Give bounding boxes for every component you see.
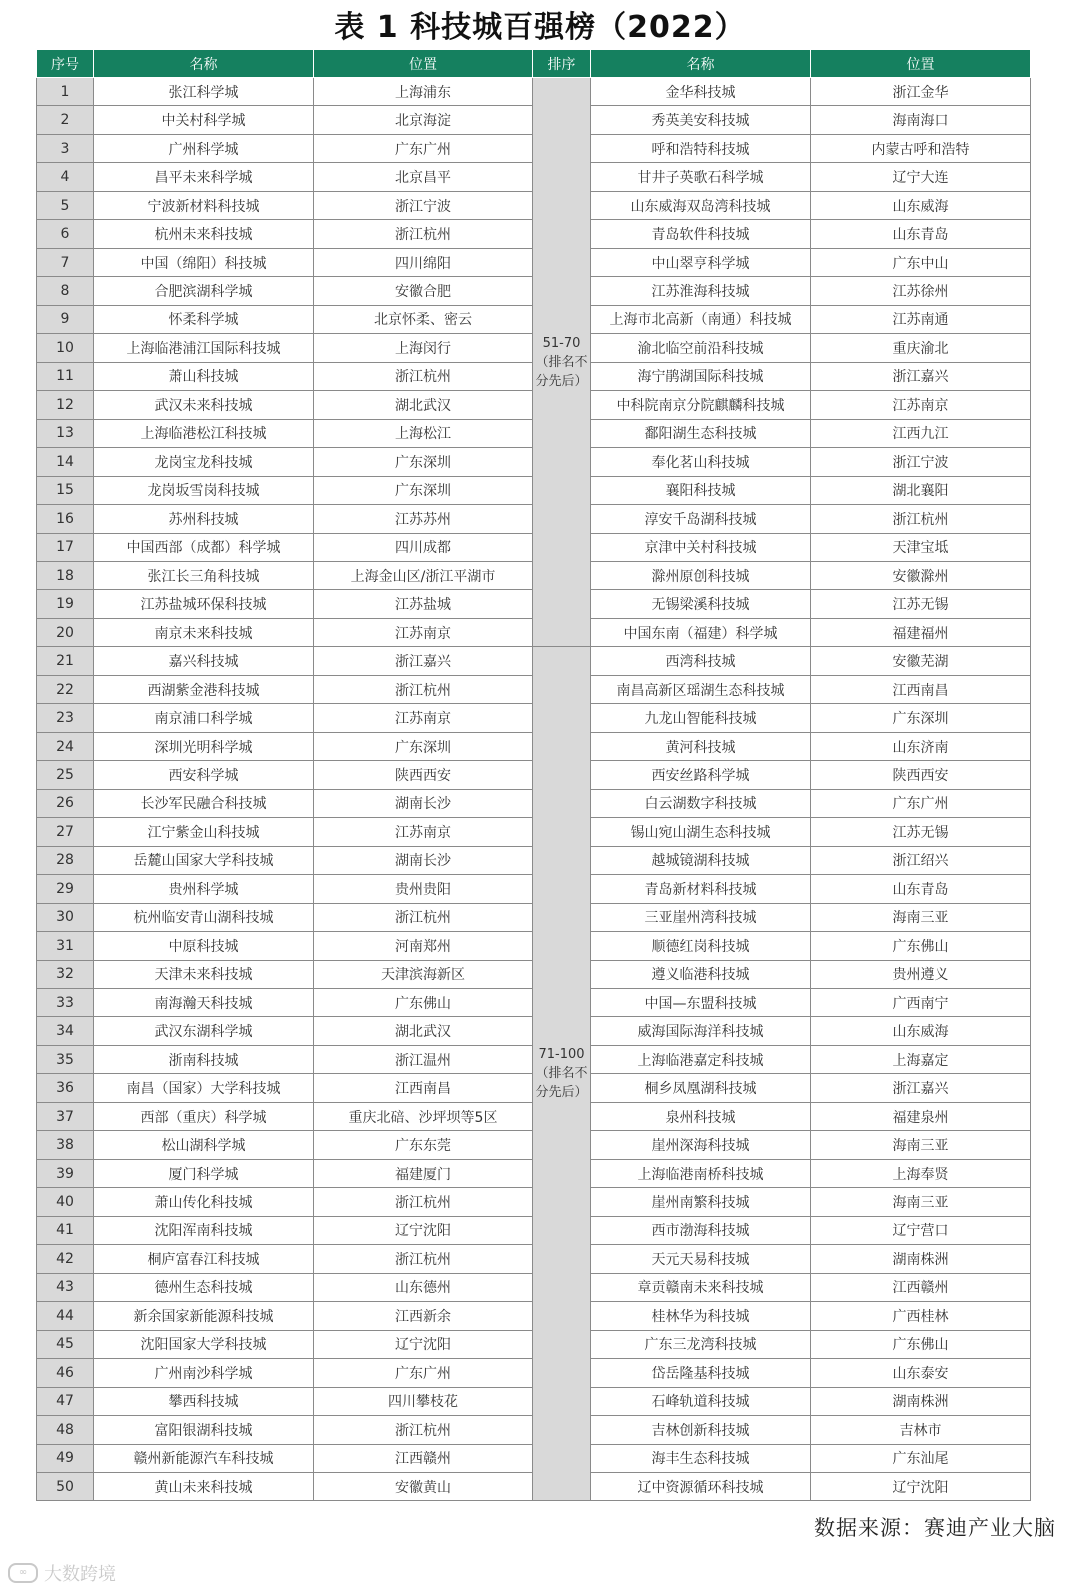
row-number: 24 bbox=[37, 732, 94, 760]
rank-table bbox=[36, 49, 1031, 1501]
row-location-right: 海南三亚 bbox=[811, 903, 1031, 931]
row-name-right: 上海临港南桥科技城 bbox=[591, 1159, 811, 1187]
row-location-right: 山东济南 bbox=[811, 732, 1031, 760]
row-location-left: 四川绵阳 bbox=[314, 248, 533, 276]
row-name-right: 桂林华为科技城 bbox=[591, 1302, 811, 1330]
row-number: 3 bbox=[37, 134, 94, 162]
row-location-right: 重庆渝北 bbox=[811, 334, 1031, 362]
row-name-left: 张江长三角科技城 bbox=[94, 561, 314, 589]
row-name-left: 中国（绵阳）科技城 bbox=[94, 248, 314, 276]
row-location-left: 辽宁沈阳 bbox=[314, 1330, 533, 1358]
row-name-left: 江宁紫金山科技城 bbox=[94, 818, 314, 846]
row-number: 4 bbox=[37, 163, 94, 191]
row-number: 15 bbox=[37, 476, 94, 504]
row-name-left: 苏州科技城 bbox=[94, 505, 314, 533]
rank-group-label: 71-100（排名不分先后） bbox=[533, 647, 591, 1501]
row-name-right: 奉化茗山科技城 bbox=[591, 448, 811, 476]
row-name-left: 德州生态科技城 bbox=[94, 1273, 314, 1301]
row-name-right: 无锡梁溪科技城 bbox=[591, 590, 811, 618]
row-location-right: 江苏南京 bbox=[811, 391, 1031, 419]
row-name-left: 贵州科学城 bbox=[94, 875, 314, 903]
row-location-right: 海南海口 bbox=[811, 106, 1031, 134]
row-number: 11 bbox=[37, 362, 94, 390]
row-number: 43 bbox=[37, 1273, 94, 1301]
row-location-right: 天津宝坻 bbox=[811, 533, 1031, 561]
row-location-left: 北京怀柔、密云 bbox=[314, 305, 533, 333]
row-name-left: 黄山未来科技城 bbox=[94, 1472, 314, 1500]
row-name-right: 西安丝路科学城 bbox=[591, 761, 811, 789]
row-location-right: 广西桂林 bbox=[811, 1302, 1031, 1330]
header-name-right: 名称 bbox=[591, 50, 811, 78]
row-name-right: 广东三龙湾科技城 bbox=[591, 1330, 811, 1358]
row-name-left: 桐庐富春江科技城 bbox=[94, 1245, 314, 1273]
row-location-left: 浙江杭州 bbox=[314, 1188, 533, 1216]
row-location-right: 浙江嘉兴 bbox=[811, 1074, 1031, 1102]
row-location-left: 江西南昌 bbox=[314, 1074, 533, 1102]
row-location-left: 浙江温州 bbox=[314, 1045, 533, 1073]
row-number: 8 bbox=[37, 277, 94, 305]
row-location-right: 辽宁营口 bbox=[811, 1216, 1031, 1244]
row-number: 13 bbox=[37, 419, 94, 447]
row-location-right: 广西南宁 bbox=[811, 989, 1031, 1017]
row-location-left: 浙江杭州 bbox=[314, 1245, 533, 1273]
header-seq: 序号 bbox=[37, 50, 94, 78]
row-location-right: 海南三亚 bbox=[811, 1188, 1031, 1216]
row-name-left: 长沙军民融合科技城 bbox=[94, 789, 314, 817]
row-location-right: 吉林市 bbox=[811, 1416, 1031, 1444]
row-location-left: 贵州贵阳 bbox=[314, 875, 533, 903]
row-number: 31 bbox=[37, 932, 94, 960]
row-location-right: 广东深圳 bbox=[811, 704, 1031, 732]
row-name-right: 泉州科技城 bbox=[591, 1102, 811, 1130]
row-location-left: 北京海淀 bbox=[314, 106, 533, 134]
row-location-left: 安徽合肥 bbox=[314, 277, 533, 305]
row-number: 26 bbox=[37, 789, 94, 817]
row-location-right: 广东中山 bbox=[811, 248, 1031, 276]
row-location-left: 湖南长沙 bbox=[314, 846, 533, 874]
row-name-right: 天元天易科技城 bbox=[591, 1245, 811, 1273]
row-name-right: 南昌高新区瑶湖生态科技城 bbox=[591, 675, 811, 703]
row-name-right: 白云湖数字科技城 bbox=[591, 789, 811, 817]
row-location-left: 天津滨海新区 bbox=[314, 960, 533, 988]
row-name-right: 西湾科技城 bbox=[591, 647, 811, 675]
row-number: 19 bbox=[37, 590, 94, 618]
row-name-right: 上海临港嘉定科技城 bbox=[591, 1045, 811, 1073]
row-location-left: 浙江杭州 bbox=[314, 675, 533, 703]
row-number: 20 bbox=[37, 618, 94, 646]
row-number: 5 bbox=[37, 191, 94, 219]
table-row bbox=[37, 78, 1031, 106]
data-source-note: 数据来源：赛迪产业大脑 bbox=[814, 1516, 1056, 1540]
row-name-right: 中山翠亨科学城 bbox=[591, 248, 811, 276]
row-name-left: 西部（重庆）科学城 bbox=[94, 1102, 314, 1130]
row-location-right: 安徽滁州 bbox=[811, 561, 1031, 589]
row-name-right: 青岛新材料科技城 bbox=[591, 875, 811, 903]
row-location-right: 上海奉贤 bbox=[811, 1159, 1031, 1187]
table-header-row bbox=[37, 50, 1031, 78]
row-name-left: 龙岗宝龙科技城 bbox=[94, 448, 314, 476]
row-location-left: 江苏南京 bbox=[314, 818, 533, 846]
row-name-left: 上海临港松江科技城 bbox=[94, 419, 314, 447]
row-name-left: 昌平未来科学城 bbox=[94, 163, 314, 191]
page-title: 表 1 科技城百强榜（2022） bbox=[334, 10, 746, 45]
row-location-left: 四川成都 bbox=[314, 533, 533, 561]
row-name-left: 西湖紫金港科技城 bbox=[94, 675, 314, 703]
row-location-right: 安徽芜湖 bbox=[811, 647, 1031, 675]
row-number: 47 bbox=[37, 1387, 94, 1415]
row-location-left: 江西新余 bbox=[314, 1302, 533, 1330]
header-location-right: 位置 bbox=[811, 50, 1031, 78]
row-location-left: 山东德州 bbox=[314, 1273, 533, 1301]
row-name-left: 南京浦口科学城 bbox=[94, 704, 314, 732]
row-number: 23 bbox=[37, 704, 94, 732]
row-name-left: 天津未来科技城 bbox=[94, 960, 314, 988]
row-name-right: 淳安千岛湖科技城 bbox=[591, 505, 811, 533]
row-number: 44 bbox=[37, 1302, 94, 1330]
row-name-right: 崖州深海科技城 bbox=[591, 1131, 811, 1159]
row-location-left: 浙江宁波 bbox=[314, 191, 533, 219]
row-location-right: 湖北襄阳 bbox=[811, 476, 1031, 504]
row-location-left: 广东佛山 bbox=[314, 989, 533, 1017]
row-name-right: 山东威海双岛湾科技城 bbox=[591, 191, 811, 219]
row-name-left: 浙南科技城 bbox=[94, 1045, 314, 1073]
row-location-right: 上海嘉定 bbox=[811, 1045, 1031, 1073]
row-number: 45 bbox=[37, 1330, 94, 1358]
row-name-right: 中国—东盟科技城 bbox=[591, 989, 811, 1017]
row-number: 16 bbox=[37, 505, 94, 533]
row-name-left: 萧山科技城 bbox=[94, 362, 314, 390]
table-body bbox=[37, 78, 1031, 1501]
row-name-right: 越城镜湖科技城 bbox=[591, 846, 811, 874]
row-name-right: 中国东南（福建）科学城 bbox=[591, 618, 811, 646]
rank-group-label: 51-70（排名不分先后） bbox=[533, 78, 591, 647]
row-number: 21 bbox=[37, 647, 94, 675]
row-name-right: 鄱阳湖生态科技城 bbox=[591, 419, 811, 447]
row-location-right: 江西九江 bbox=[811, 419, 1031, 447]
row-location-right: 山东威海 bbox=[811, 191, 1031, 219]
row-location-right: 江苏徐州 bbox=[811, 277, 1031, 305]
row-location-right: 广东佛山 bbox=[811, 932, 1031, 960]
header-name-left: 名称 bbox=[94, 50, 314, 78]
row-name-left: 赣州新能源汽车科技城 bbox=[94, 1444, 314, 1472]
row-name-right: 呼和浩特科技城 bbox=[591, 134, 811, 162]
row-number: 48 bbox=[37, 1416, 94, 1444]
header-rank: 排序 bbox=[533, 50, 591, 78]
header-location-left: 位置 bbox=[314, 50, 533, 78]
row-number: 39 bbox=[37, 1159, 94, 1187]
row-name-left: 南京未来科技城 bbox=[94, 618, 314, 646]
row-number: 36 bbox=[37, 1074, 94, 1102]
row-location-left: 上海闵行 bbox=[314, 334, 533, 362]
row-number: 1 bbox=[37, 78, 94, 106]
row-location-right: 湖南株洲 bbox=[811, 1387, 1031, 1415]
row-name-right: 吉林创新科技城 bbox=[591, 1416, 811, 1444]
row-location-left: 上海金山区/浙江平湖市 bbox=[314, 561, 533, 589]
row-name-right: 海丰生态科技城 bbox=[591, 1444, 811, 1472]
row-name-left: 松山湖科学城 bbox=[94, 1131, 314, 1159]
row-location-right: 江西南昌 bbox=[811, 675, 1031, 703]
row-name-left: 广州南沙科学城 bbox=[94, 1359, 314, 1387]
row-location-right: 广东广州 bbox=[811, 789, 1031, 817]
row-location-right: 江苏无锡 bbox=[811, 818, 1031, 846]
row-name-right: 上海市北高新（南通）科技城 bbox=[591, 305, 811, 333]
row-name-left: 富阳银湖科技城 bbox=[94, 1416, 314, 1444]
row-number: 42 bbox=[37, 1245, 94, 1273]
row-name-right: 江苏淮海科技城 bbox=[591, 277, 811, 305]
row-location-right: 内蒙古呼和浩特 bbox=[811, 134, 1031, 162]
row-name-right: 秀英美安科技城 bbox=[591, 106, 811, 134]
row-name-left: 宁波新材料科技城 bbox=[94, 191, 314, 219]
row-number: 22 bbox=[37, 675, 94, 703]
row-name-right: 青岛软件科技城 bbox=[591, 220, 811, 248]
row-number: 33 bbox=[37, 989, 94, 1017]
row-name-left: 岳麓山国家大学科技城 bbox=[94, 846, 314, 874]
row-name-right: 遵义临港科技城 bbox=[591, 960, 811, 988]
row-name-left: 中关村科学城 bbox=[94, 106, 314, 134]
row-name-right: 九龙山智能科技城 bbox=[591, 704, 811, 732]
row-location-left: 江苏盐城 bbox=[314, 590, 533, 618]
row-location-left: 江苏南京 bbox=[314, 704, 533, 732]
row-location-right: 浙江杭州 bbox=[811, 505, 1031, 533]
row-name-left: 厦门科学城 bbox=[94, 1159, 314, 1187]
row-name-left: 南昌（国家）大学科技城 bbox=[94, 1074, 314, 1102]
row-name-left: 西安科学城 bbox=[94, 761, 314, 789]
row-number: 12 bbox=[37, 391, 94, 419]
row-number: 9 bbox=[37, 305, 94, 333]
row-location-left: 广东广州 bbox=[314, 1359, 533, 1387]
row-location-right: 陕西西安 bbox=[811, 761, 1031, 789]
row-location-left: 四川攀枝花 bbox=[314, 1387, 533, 1415]
row-name-right: 黄河科技城 bbox=[591, 732, 811, 760]
row-number: 10 bbox=[37, 334, 94, 362]
row-location-right: 山东青岛 bbox=[811, 220, 1031, 248]
row-location-right: 山东泰安 bbox=[811, 1359, 1031, 1387]
row-name-right: 辽中资源循环科技城 bbox=[591, 1472, 811, 1500]
row-name-left: 合肥滨湖科学城 bbox=[94, 277, 314, 305]
row-number: 7 bbox=[37, 248, 94, 276]
row-name-left: 怀柔科学城 bbox=[94, 305, 314, 333]
row-name-left: 嘉兴科技城 bbox=[94, 647, 314, 675]
row-number: 50 bbox=[37, 1472, 94, 1500]
row-location-right: 辽宁沈阳 bbox=[811, 1472, 1031, 1500]
watermark-logo-icon: ∞ bbox=[8, 1563, 38, 1583]
row-location-left: 陕西西安 bbox=[314, 761, 533, 789]
row-name-left: 杭州临安青山湖科技城 bbox=[94, 903, 314, 931]
row-location-left: 广东深圳 bbox=[314, 732, 533, 760]
row-number: 32 bbox=[37, 960, 94, 988]
row-number: 27 bbox=[37, 818, 94, 846]
row-location-left: 安徽黄山 bbox=[314, 1472, 533, 1500]
row-location-right: 浙江嘉兴 bbox=[811, 362, 1031, 390]
row-name-right: 顺德红岗科技城 bbox=[591, 932, 811, 960]
row-number: 46 bbox=[37, 1359, 94, 1387]
row-location-left: 浙江杭州 bbox=[314, 220, 533, 248]
row-location-right: 江西赣州 bbox=[811, 1273, 1031, 1301]
row-name-right: 三亚崖州湾科技城 bbox=[591, 903, 811, 931]
row-location-right: 山东青岛 bbox=[811, 875, 1031, 903]
row-name-left: 龙岗坂雪岗科技城 bbox=[94, 476, 314, 504]
row-number: 28 bbox=[37, 846, 94, 874]
row-location-right: 江苏南通 bbox=[811, 305, 1031, 333]
row-location-left: 浙江杭州 bbox=[314, 1416, 533, 1444]
row-name-right: 甘井子英歌石科学城 bbox=[591, 163, 811, 191]
row-name-right: 滁州原创科技城 bbox=[591, 561, 811, 589]
row-location-left: 江苏南京 bbox=[314, 618, 533, 646]
row-location-right: 海南三亚 bbox=[811, 1131, 1031, 1159]
row-name-left: 张江科学城 bbox=[94, 78, 314, 106]
row-name-left: 中原科技城 bbox=[94, 932, 314, 960]
row-location-left: 湖北武汉 bbox=[314, 391, 533, 419]
table-row bbox=[37, 647, 1031, 675]
row-name-left: 南海瀚天科技城 bbox=[94, 989, 314, 1017]
row-location-left: 上海松江 bbox=[314, 419, 533, 447]
row-location-right: 浙江金华 bbox=[811, 78, 1031, 106]
row-location-left: 北京昌平 bbox=[314, 163, 533, 191]
row-location-right: 辽宁大连 bbox=[811, 163, 1031, 191]
row-location-right: 浙江宁波 bbox=[811, 448, 1031, 476]
row-name-right: 渝北临空前沿科技城 bbox=[591, 334, 811, 362]
row-name-left: 萧山传化科技城 bbox=[94, 1188, 314, 1216]
row-name-left: 武汉东湖科学城 bbox=[94, 1017, 314, 1045]
watermark-text: 大数跨境 bbox=[44, 1564, 116, 1585]
row-location-left: 广东广州 bbox=[314, 134, 533, 162]
row-location-left: 广东深圳 bbox=[314, 448, 533, 476]
row-number: 38 bbox=[37, 1131, 94, 1159]
row-name-left: 杭州未来科技城 bbox=[94, 220, 314, 248]
row-number: 49 bbox=[37, 1444, 94, 1472]
row-name-right: 金华科技城 bbox=[591, 78, 811, 106]
row-number: 40 bbox=[37, 1188, 94, 1216]
row-name-left: 广州科学城 bbox=[94, 134, 314, 162]
row-number: 25 bbox=[37, 761, 94, 789]
row-location-right: 山东威海 bbox=[811, 1017, 1031, 1045]
row-location-left: 浙江嘉兴 bbox=[314, 647, 533, 675]
row-location-right: 广东佛山 bbox=[811, 1330, 1031, 1358]
row-name-left: 武汉未来科技城 bbox=[94, 391, 314, 419]
row-location-left: 重庆北碚、沙坪坝等5区 bbox=[314, 1102, 533, 1130]
watermark bbox=[8, 1560, 116, 1586]
row-location-right: 浙江绍兴 bbox=[811, 846, 1031, 874]
row-location-right: 福建泉州 bbox=[811, 1102, 1031, 1130]
row-location-left: 江西赣州 bbox=[314, 1444, 533, 1472]
row-number: 18 bbox=[37, 561, 94, 589]
row-location-left: 浙江杭州 bbox=[314, 903, 533, 931]
row-name-left: 新余国家新能源科技城 bbox=[94, 1302, 314, 1330]
row-name-left: 中国西部（成都）科学城 bbox=[94, 533, 314, 561]
row-name-right: 西市渤海科技城 bbox=[591, 1216, 811, 1244]
row-name-left: 攀西科技城 bbox=[94, 1387, 314, 1415]
row-name-right: 崖州南繁科技城 bbox=[591, 1188, 811, 1216]
row-name-right: 襄阳科技城 bbox=[591, 476, 811, 504]
row-name-left: 沈阳浑南科技城 bbox=[94, 1216, 314, 1244]
row-location-right: 广东汕尾 bbox=[811, 1444, 1031, 1472]
row-location-left: 河南郑州 bbox=[314, 932, 533, 960]
row-name-right: 岱岳隆基科技城 bbox=[591, 1359, 811, 1387]
row-location-right: 江苏无锡 bbox=[811, 590, 1031, 618]
row-location-left: 湖南长沙 bbox=[314, 789, 533, 817]
row-name-right: 石峰轨道科技城 bbox=[591, 1387, 811, 1415]
row-location-left: 江苏苏州 bbox=[314, 505, 533, 533]
row-location-left: 广东深圳 bbox=[314, 476, 533, 504]
row-name-right: 京津中关村科技城 bbox=[591, 533, 811, 561]
row-location-left: 湖北武汉 bbox=[314, 1017, 533, 1045]
row-number: 2 bbox=[37, 106, 94, 134]
row-number: 29 bbox=[37, 875, 94, 903]
row-location-left: 广东东莞 bbox=[314, 1131, 533, 1159]
row-location-right: 福建福州 bbox=[811, 618, 1031, 646]
row-name-left: 深圳光明科学城 bbox=[94, 732, 314, 760]
row-name-right: 威海国际海洋科技城 bbox=[591, 1017, 811, 1045]
row-name-left: 沈阳国家大学科技城 bbox=[94, 1330, 314, 1358]
row-location-left: 福建厦门 bbox=[314, 1159, 533, 1187]
row-number: 34 bbox=[37, 1017, 94, 1045]
row-location-left: 上海浦东 bbox=[314, 78, 533, 106]
row-location-left: 辽宁沈阳 bbox=[314, 1216, 533, 1244]
row-location-right: 贵州遵义 bbox=[811, 960, 1031, 988]
row-name-left: 上海临港浦江国际科技城 bbox=[94, 334, 314, 362]
row-name-right: 锡山宛山湖生态科技城 bbox=[591, 818, 811, 846]
row-name-left: 江苏盐城环保科技城 bbox=[94, 590, 314, 618]
row-number: 41 bbox=[37, 1216, 94, 1244]
row-number: 6 bbox=[37, 220, 94, 248]
row-number: 14 bbox=[37, 448, 94, 476]
row-number: 17 bbox=[37, 533, 94, 561]
row-name-right: 海宁鹃湖国际科技城 bbox=[591, 362, 811, 390]
row-location-right: 湖南株洲 bbox=[811, 1245, 1031, 1273]
row-number: 35 bbox=[37, 1045, 94, 1073]
row-name-right: 章贡赣南未来科技城 bbox=[591, 1273, 811, 1301]
row-name-right: 中科院南京分院麒麟科技城 bbox=[591, 391, 811, 419]
row-number: 37 bbox=[37, 1102, 94, 1130]
row-number: 30 bbox=[37, 903, 94, 931]
row-name-right: 桐乡凤凰湖科技城 bbox=[591, 1074, 811, 1102]
row-location-left: 浙江杭州 bbox=[314, 362, 533, 390]
